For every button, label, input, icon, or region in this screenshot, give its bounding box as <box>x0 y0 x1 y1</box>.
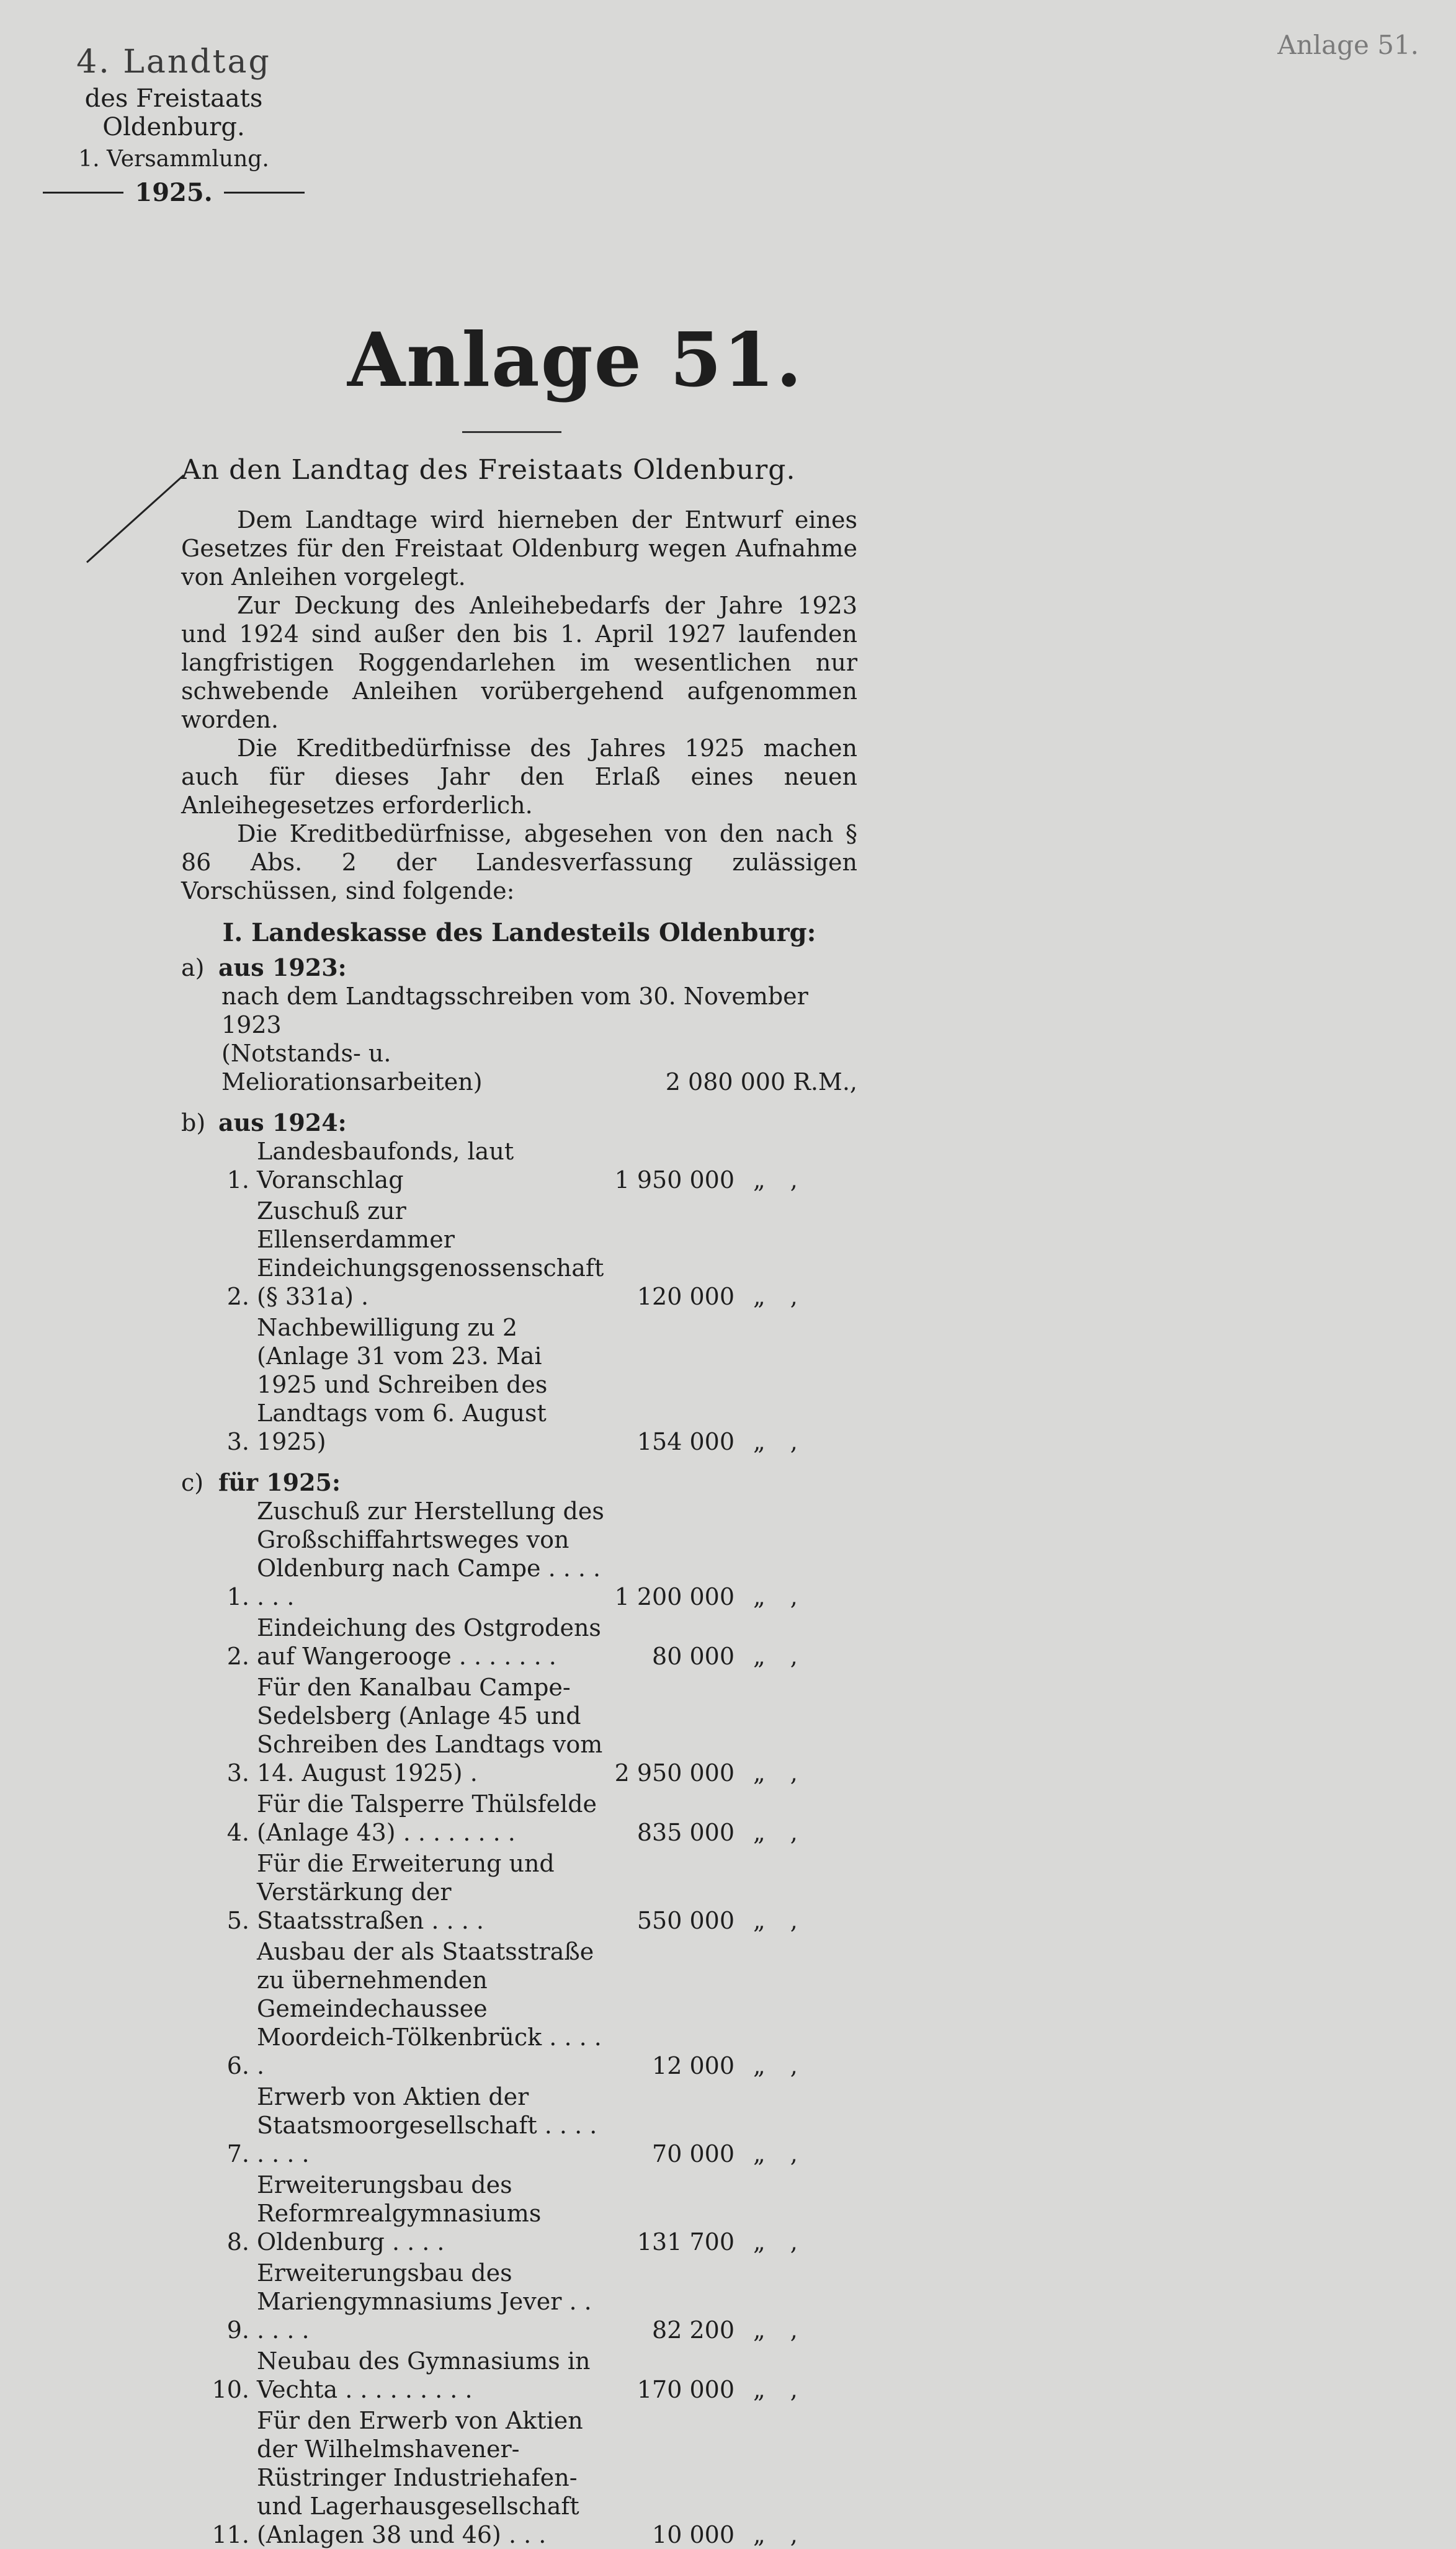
item-number: 8. <box>226 2228 249 2256</box>
item-amount: 1 950 000 <box>614 1166 735 1194</box>
item-text: Eindeichung des Ostgrodens auf Wangerooge . . . . . . . <box>257 1614 601 1670</box>
header-versammlung: 1. Versammlung. <box>78 146 269 172</box>
item-number: 11. <box>212 2521 249 2548</box>
item-number: 10. <box>212 2376 249 2403</box>
item-text: Für den Kanalbau Campe-Sedelsberg (Anlage 45 und Schreiben des Landtags vom 14. August 1925) . <box>257 1674 603 1787</box>
group-b-item-1 <box>181 1137 857 1194</box>
item-number: 3. <box>226 1428 249 1455</box>
group-c-item-3 <box>181 1673 857 1787</box>
item-text: Ausbau der als Staatsstraße zu übernehmenden Gemeindechaussee Moordeich-Tölkenbrück . . . . . <box>257 1938 602 2079</box>
group-c-item-11 <box>181 2406 857 2549</box>
item-unit: „ , <box>753 2140 806 2167</box>
item-number: 1. <box>226 1583 249 1610</box>
group-a-line1 <box>181 982 857 1039</box>
item-amount: 70 000 <box>652 2140 735 2167</box>
group-a-heading <box>181 953 857 982</box>
group-c-label: c) <box>181 1469 204 1496</box>
document-header <box>25 43 323 207</box>
header-freistaat: des Freistaats Oldenburg. <box>84 84 263 141</box>
section-title: I. Landeskasse des Landesteils Oldenburg: <box>222 918 816 947</box>
item-text: Zuschuß zur Ellenserdammer Eindeichungsgenossenschaft (§ 331a) . <box>257 1197 604 1310</box>
header-rule-right <box>224 192 305 194</box>
group-a-line1-text: nach dem Landtagsschreiben vom 30. November 1923 <box>221 983 808 1038</box>
header-landtag: 4. Landtag <box>76 43 271 81</box>
paragraph-3: Die Kreditbedürfnisse des Jahres 1925 machen auch für dieses Jahr den Erlaß eines neuen Anleihegesetzes erforderlich. <box>181 734 857 819</box>
header-rule-left <box>43 192 123 194</box>
item-amount: 120 000 <box>636 1283 735 1310</box>
item-unit: „ , <box>753 1907 806 1934</box>
margin-slash-mark <box>86 475 184 563</box>
item-number: 6. <box>226 2052 249 2079</box>
item-number: 2. <box>226 1643 249 1670</box>
item-text: Neubau des Gymnasiums in Vechta . . . . . . . . . <box>257 2347 591 2403</box>
group-c-item-4 <box>181 1790 857 1847</box>
item-amount: 2 950 000 <box>614 1759 735 1787</box>
item-number: 5. <box>226 1907 249 1934</box>
item-amount: 154 000 <box>636 1428 735 1455</box>
group-c-item-10 <box>181 2347 857 2404</box>
group-c-item-9 <box>181 2259 857 2344</box>
header-year: 1925. <box>135 178 213 207</box>
group-c-item-7 <box>181 2083 857 2168</box>
item-amount: 10 000 <box>652 2521 735 2548</box>
group-a-line2 <box>181 1039 857 1096</box>
item-text: Erweiterungsbau des Mariengymnasiums Jever . . . . . . <box>257 2259 592 2344</box>
item-unit: „ , <box>753 1283 806 1310</box>
item-amount: 835 000 <box>636 1819 735 1846</box>
paragraph-4: Die Kreditbedürfnisse, abgesehen von den nach § 86 Abs. 2 der Landesverfassung zulässigen Vorschüssen, sind folgende: <box>181 820 857 904</box>
group-c-item-8 <box>181 2171 857 2256</box>
item-text: Zuschuß zur Herstellung des Großschiffahrtsweges von Oldenburg nach Campe . . . . . . . <box>257 1498 604 1610</box>
item-amount: 80 000 <box>652 1643 735 1670</box>
group-c-item-2 <box>181 1614 857 1671</box>
group-c-title: für 1925: <box>218 1468 341 1496</box>
item-text: Für die Erweiterung und Verstärkung der Staatsstraßen . . . . <box>257 1850 555 1934</box>
paragraph-1: Dem Landtage wird hierneben der Entwurf eines Gesetzes für den Freistaat Oldenburg wegen Aufnahme von Anleihen vorgelegt. <box>181 506 857 591</box>
item-unit: „ , <box>753 1428 806 1455</box>
item-amount: 12 000 <box>652 2052 735 2079</box>
group-c-item-5 <box>181 1849 857 1935</box>
group-a-line2-text: (Notstands- u. Meliorationsarbeiten) <box>221 1040 483 1096</box>
item-number: 3. <box>226 1759 249 1787</box>
group-b-title: aus 1924: <box>218 1109 347 1136</box>
group-a-amount: 2 080 000 R.M., <box>665 1068 857 1096</box>
item-unit: „ , <box>753 2316 806 2344</box>
group-b-label: b) <box>181 1109 206 1136</box>
document-body <box>181 456 857 2549</box>
item-unit: „ , <box>753 1819 806 1846</box>
group-c-item-1 <box>181 1497 857 1611</box>
group-a-label: a) <box>181 954 205 981</box>
group-a-title: aus 1923: <box>218 953 347 981</box>
item-unit: „ , <box>753 1166 806 1194</box>
item-unit: „ , <box>753 1643 806 1670</box>
item-unit: „ , <box>753 1583 806 1610</box>
item-text: Erwerb von Aktien der Staatsmoorgesellschaft . . . . . . . . <box>257 2083 597 2167</box>
item-unit: „ , <box>753 2521 806 2548</box>
group-c-item-6 <box>181 1937 857 2080</box>
header-year-row <box>25 178 323 207</box>
group-c-heading <box>181 1468 857 1497</box>
item-unit: „ , <box>753 2376 806 2403</box>
item-unit: „ , <box>753 2052 806 2079</box>
item-amount: 131 700 <box>636 2228 735 2256</box>
item-amount: 1 200 000 <box>614 1583 735 1610</box>
item-amount: 170 000 <box>636 2376 735 2403</box>
item-text: Für die Talsperre Thülsfelde (Anlage 43) . . . . . . . . <box>257 1790 597 1846</box>
paragraph-2: Zur Deckung des Anleihebedarfs der Jahre 1923 und 1924 sind außer den bis 1. April 1927 laufenden langfristigen Roggendarlehen im wesentlichen nur schwebende Anleihen vorübergehend aufgenommen worden. <box>181 592 857 733</box>
group-b-heading <box>181 1109 857 1137</box>
item-number: 2. <box>226 1283 249 1310</box>
item-text: Für den Erwerb von Aktien der Wilhelmshavener-Rüstringer Industriehafen- und Lagerhausgesellschaft (Anlagen 38 und 46) . . . <box>257 2407 583 2548</box>
item-number: 7. <box>226 2140 249 2167</box>
item-amount: 550 000 <box>636 1907 735 1934</box>
address-line: An den Landtag des Freistaats Oldenburg. <box>181 454 796 486</box>
item-text: Nachbewilligung zu 2 (Anlage 31 vom 23. Mai 1925 und Schreiben des Landtags vom 6. August 1925) <box>257 1314 548 1455</box>
title-rule <box>462 431 561 433</box>
item-unit: „ , <box>753 1759 806 1787</box>
item-unit: „ , <box>753 2228 806 2256</box>
item-number: 1. <box>226 1166 249 1194</box>
item-text: Erweiterungsbau des Reformrealgymnasiums Oldenburg . . . . <box>257 2171 542 2256</box>
page-reference: Anlage 51. <box>1277 30 1419 60</box>
item-amount: 82 200 <box>652 2316 735 2344</box>
group-b-item-2 <box>181 1197 857 1311</box>
group-b-item-3 <box>181 1313 857 1456</box>
item-number: 4. <box>226 1819 249 1846</box>
item-number: 9. <box>226 2316 249 2344</box>
document-title: Anlage 51. <box>347 316 803 404</box>
item-text: Landesbaufonds, laut Voranschlag <box>257 1138 514 1194</box>
